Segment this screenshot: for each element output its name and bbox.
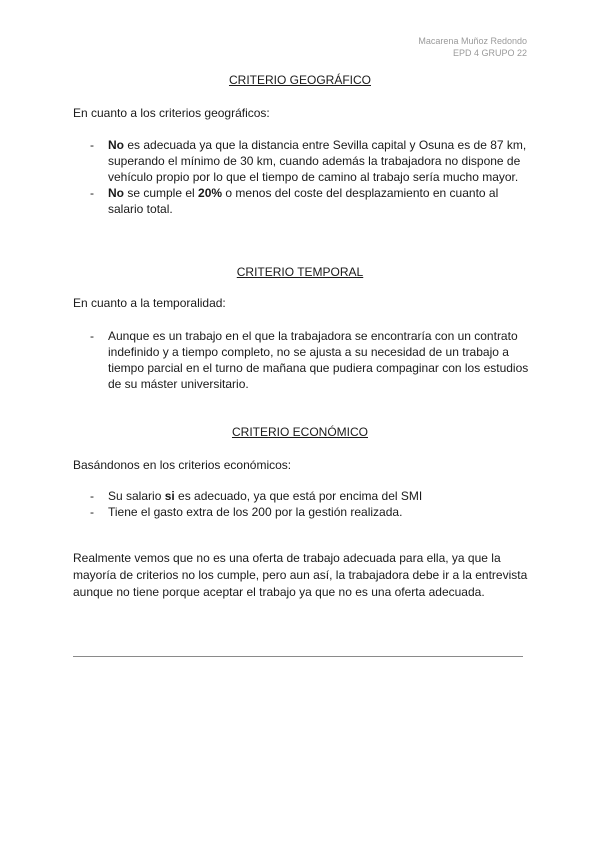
section-title-geographic: CRITERIO GEOGRÁFICO (228, 73, 371, 87)
document-header (418, 35, 527, 59)
bullet-dash: - (90, 329, 94, 343)
bullet-text: es adecuado, ya que está por encima del SMI (174, 489, 423, 503)
bold-text: No (108, 186, 124, 200)
bullet-dash: - (90, 505, 94, 519)
bullet-text: Tiene el gasto extra de los 200 por la gestión realizada. (108, 505, 403, 519)
bullet-list-geographic (73, 137, 533, 217)
horizontal-divider (73, 656, 523, 657)
bullet-dash: - (90, 186, 94, 200)
list-item (73, 328, 533, 392)
bullet-text: Su salario (108, 489, 165, 503)
section-title-economic: CRITERIO ECONÓMICO (231, 425, 368, 439)
bold-text: No (108, 138, 124, 152)
list-item (73, 137, 533, 185)
author-name: Macarena Muñoz Redondo (418, 36, 527, 46)
bullet-list-economic (73, 488, 533, 520)
group-label: EPD 4 GRUPO 22 (452, 48, 527, 58)
conclusion-paragraph: Realmente vemos que no es una oferta de trabajo adecuada para ella, ya que la mayoría de criterios no los cumple, pero aun así, la trabajadora debe ir a la entrevista aunque no tiene porque aceptar el trabajo ya que no es una oferta adecuada. (73, 551, 528, 599)
bullet-dash: - (90, 138, 94, 152)
bullet-text: Aunque es un trabajo en el que la trabajadora se encontraría con un contrato indefinido y a tiempo completo, no se ajusta a su necesidad de un trabajo a tiempo parcial en el turno de mañana que pudiera compaginar con los estudios de su máster universitario. (108, 329, 529, 391)
bullet-text: es adecuada ya que la distancia entre Sevilla capital y Osuna es de 87 km, superando el mínimo de 30 km, cuando además la trabajadora no dispone de vehículo propio por lo que el tiempo de camino al trabajo sería mucho mayor. (108, 138, 527, 184)
bullet-dash: - (90, 489, 94, 503)
intro-economic: Basándonos en los criterios económicos: (73, 458, 292, 472)
section-title-temporal: CRITERIO TEMPORAL (236, 265, 364, 279)
list-item (73, 488, 533, 504)
list-item (73, 185, 533, 217)
bullet-text: se cumple el (124, 186, 199, 200)
bullet-text: o menos del coste del desplazamiento en cuanto al salario total. (108, 186, 499, 216)
intro-geographic: En cuanto a los criterios geográficos: (73, 106, 270, 120)
bold-percentage: 20% (198, 186, 223, 200)
bullet-list-temporal (73, 328, 533, 392)
bold-text: si (164, 489, 175, 503)
list-item (73, 504, 533, 520)
intro-temporal: En cuanto a la temporalidad: (73, 296, 226, 310)
